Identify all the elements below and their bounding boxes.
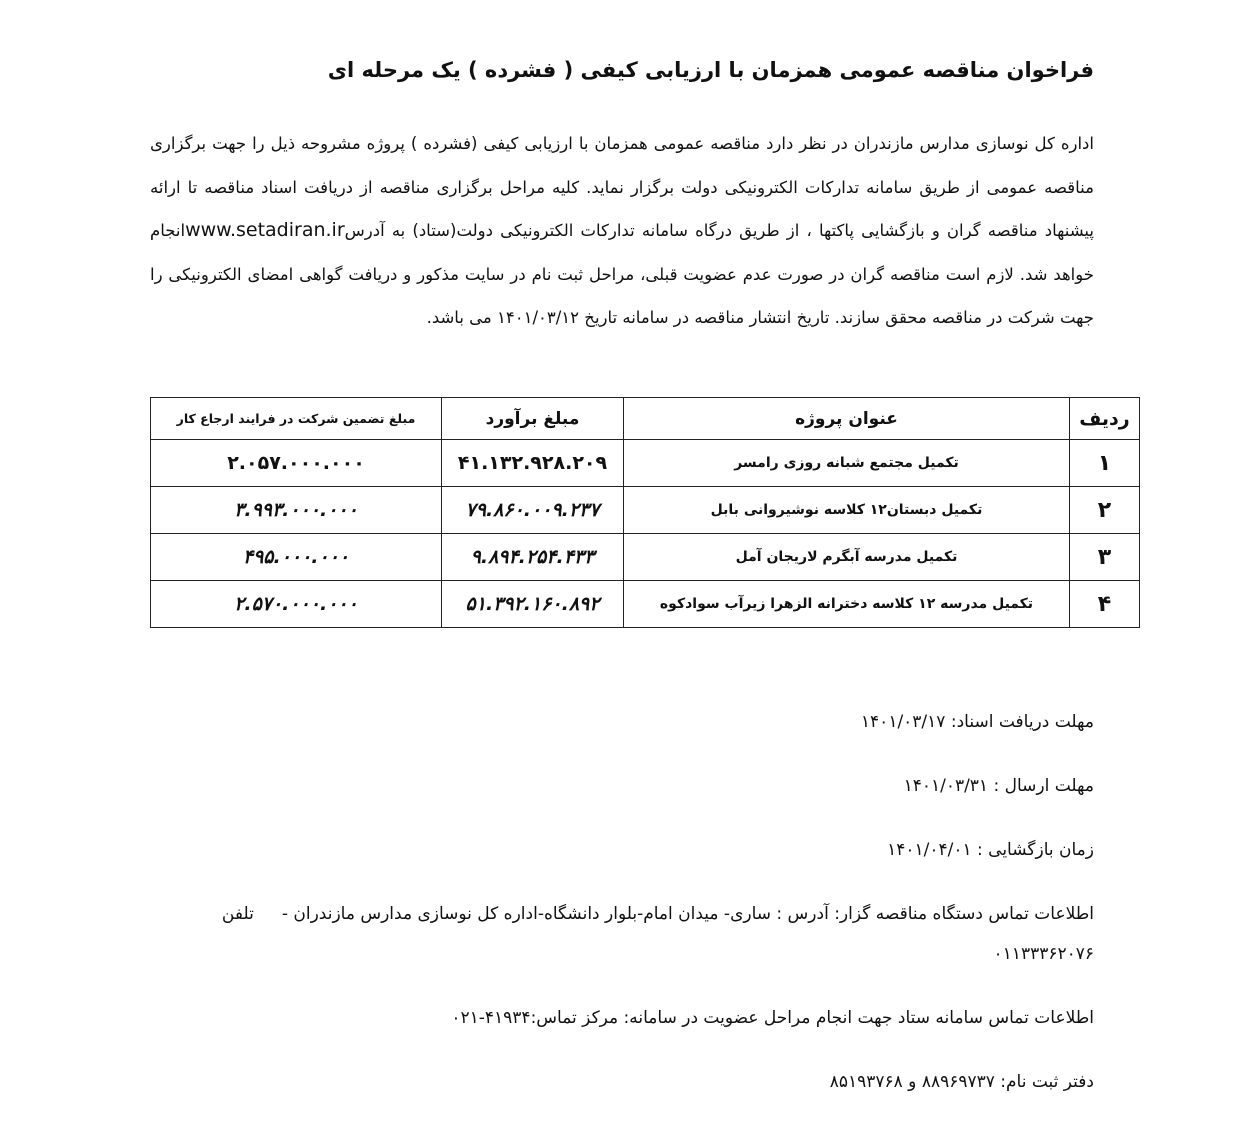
- setad-contact: اطلاعات تماس سامانه ستاد جهت انجام مراحل عضویت در سامانه: مرکز تماس:۴۱۹۳۴-۰۲۱: [451, 1008, 1094, 1028]
- header-row-number: ردیف: [1070, 398, 1140, 440]
- estimate-amount: ۹.۸۹۴.۲۵۴.۴۳۳: [442, 534, 624, 581]
- send-deadline: مهلت ارسال : ۱۴۰۱/۰۳/۳۱: [903, 776, 1094, 796]
- opening-time: زمان بازگشایی : ۱۴۰۱/۰۴/۰۱: [887, 840, 1094, 860]
- projects-table: [150, 397, 1140, 628]
- contact-info: [150, 894, 1094, 974]
- docs-deadline: مهلت دریافت اسناد: ۱۴۰۱/۰۳/۱۷: [860, 712, 1094, 732]
- estimate-amount: ۷۹.۸۶۰.۰۰۹.۲۳۷: [442, 487, 624, 534]
- header-project-title: عنوان پروژه: [624, 398, 1070, 440]
- guarantee-amount: ۲.۰۵۷.۰۰۰.۰۰۰: [151, 440, 442, 487]
- project-title: تکمیل دبستان۱۲ کلاسه نوشیروانی بابل: [624, 487, 1070, 534]
- registry-office: دفتر ثبت نام: ۸۸۹۶۹۷۳۷ و ۸۵۱۹۳۷۶۸: [829, 1072, 1094, 1092]
- row-number: ۲: [1070, 487, 1140, 534]
- table-row: [151, 487, 1140, 534]
- table-header-row: [151, 398, 1140, 440]
- table-row: [151, 440, 1140, 487]
- notice-document: [150, 40, 1094, 340]
- intro-text-part1: اداره کل نوسازی مدارس مازندران در نظر دارد مناقصه عمومی همزمان با ارزیابی کیفی (فشرده ) پروژه مشروحه ذیل را جهت برگزاری مناقصه عمومی از طریق سامانه تدارکات الکترونیکی دولت برگزار نماید. کلیه مراحل برگزاری مناقصه از دریافت اسناد مناقصه تا ارائه پیشنهاد مناقصه گران و بازگشایی پاکتها ، از طریق درگاه سامانه تدارکات الکترونیکی دولت(ستاد) به آدرس: [150, 134, 1094, 240]
- row-number: ۴: [1070, 581, 1140, 628]
- header-estimate: مبلغ برآورد: [442, 398, 624, 440]
- intro-text-part2: انجام خواهد شد. لازم است مناقصه گران در صورت عدم عضویت قبلی، مراحل ثبت نام در سایت مذکور و دریافت گواهی امضای الکترونیکی را جهت شرکت در مناقصه محقق سازند. تاریخ انتشار مناقصه در سامانه تاریخ ۱۴۰۱/۰۳/۱۲ می باشد.: [150, 221, 1094, 327]
- phone-number: ۰۱۱۳۳۳۶۲۰۷۶: [993, 944, 1094, 964]
- project-title: تکمیل مجتمع شبانه روزی رامسر: [624, 440, 1070, 487]
- estimate-amount: ۴۱.۱۳۲.۹۲۸.۲۰۹: [442, 440, 624, 487]
- header-guarantee: مبلغ تضمین شرکت در فرایند ارجاع کار: [151, 398, 442, 440]
- contact-address: اطلاعات تماس دستگاه مناقصه گزار: آدرس : ساری- میدان امام-بلوار دانشگاه-اداره کل نوسازی مدارس مازندران -: [281, 904, 1094, 924]
- page-title: فراخوان مناقصه عمومی همزمان با ارزیابی کیفی ( فشرده ) یک مرحله ای: [327, 58, 1094, 82]
- table-row: [151, 534, 1140, 581]
- project-title: تکمیل مدرسه آبگرم لاریجان آمل: [624, 534, 1070, 581]
- intro-paragraph: [150, 122, 1094, 340]
- guarantee-amount: ۳.۹۹۳.۰۰۰.۰۰۰: [151, 487, 442, 534]
- project-title: تکمیل مدرسه ۱۲ کلاسه دخترانه الزهرا زیرآب سوادکوه: [624, 581, 1070, 628]
- guarantee-amount: ۲.۵۷۰.۰۰۰.۰۰۰: [151, 581, 442, 628]
- estimate-amount: ۵۱.۳۹۲.۱۶۰.۸۹۲: [442, 581, 624, 628]
- table-row: [151, 581, 1140, 628]
- row-number: ۳: [1070, 534, 1140, 581]
- guarantee-amount: ۴۹۵.۰۰۰.۰۰۰: [151, 534, 442, 581]
- phone-label: تلفن: [221, 904, 254, 924]
- setad-link[interactable]: www.setadiran.ir: [185, 219, 345, 241]
- row-number: ۱: [1070, 440, 1140, 487]
